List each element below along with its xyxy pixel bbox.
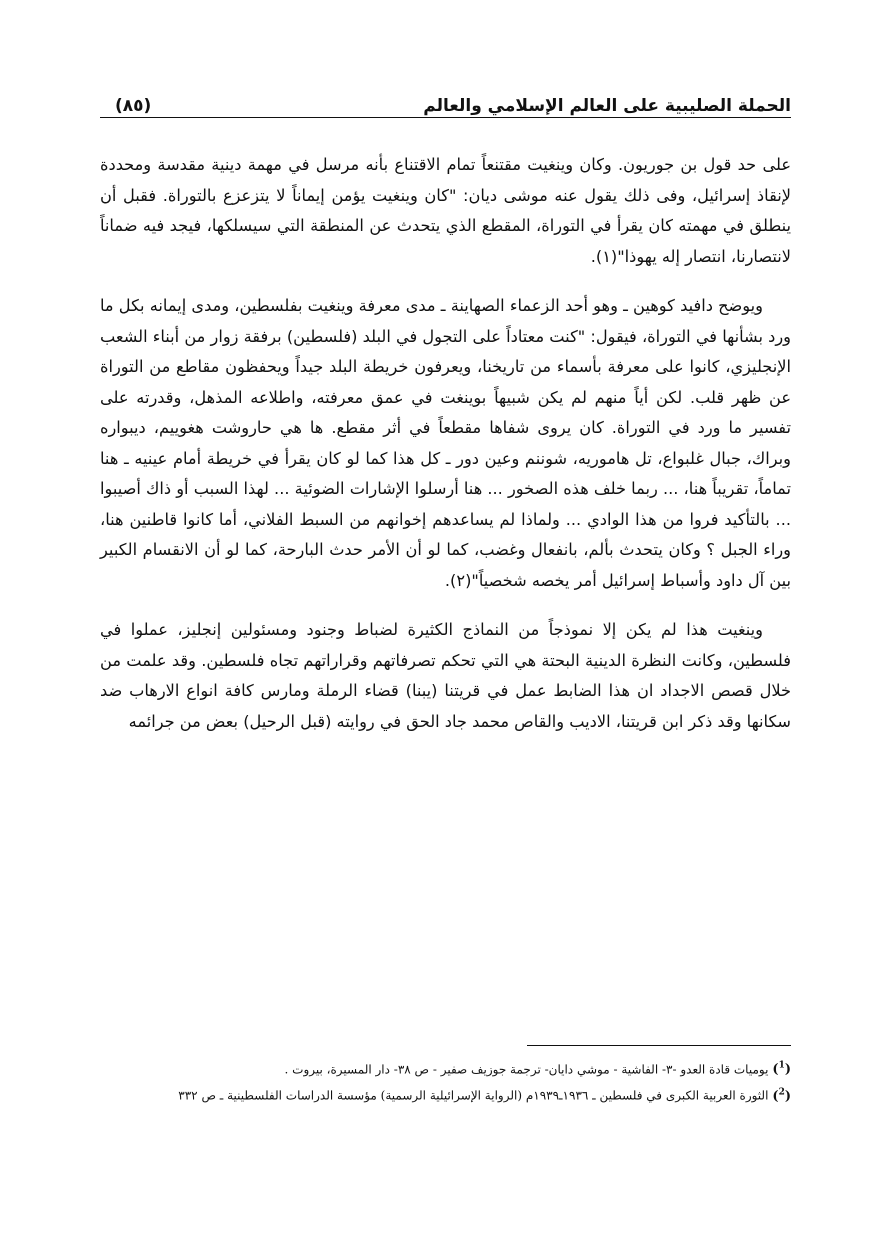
body-text [100,150,791,756]
footnote-1 [100,1055,791,1081]
paragraph-3: وينغيت هذا لم يكن إلا نموذجاً من النماذج الكثيرة لضباط وجنود ومسئولين إنجليز، عملوا في فلسطين، وكانت النظرة الدينية البحتة هي التي تحكم تصرفاتهم وقراراتهم تجاه فلسطين. وقد علمت من خلال قصص الاجداد ان هذا الضابط عمل في قريتنا (يبنا) قضاء الرملة ومارس كافة انواع الارهاب ضد سكانها وقد ذكر ابن قريتنا، الاديب والقاص محمد جاد الحق في روايته (قبل الرحيل) بعض من جرائمه [100,620,791,731]
running-header [113,88,791,116]
paragraph-2: ويوضح دافيد كوهين ـ وهو أحد الزعماء الصهاينة ـ مدى معرفة وينغيت بفلسطين، ومدى إيمانه بكل ما ورد بشأنها في التوراة، فيقول: "كنت معتاداً على التجول في البلد (فلسطين) برفقة زوار من أبناء الشعب الإنجليزي، كانوا على معرفة بأسماء من تاريخنا، ويعرفون خريطة البلد جيداً ويحفظون مقاطع من التوراة عن ظهر قلب. لكن أياً منهم لم يكن شبيهاً بوينغت في عمق معرفته، واطلاعه المذهل، وقدرته على تفسير ما ورد في التوراة. كان يروى شفاها مقطعاً في أثر مقطع. ها هي حاروشت هغوييم، ديبواره وبراك، جبال غلبواع، تل هاموريه، شوننم وعين دور ـ كل هذا كما لو كان يقرأ في خريطة أمام عينيه ـ هنا تماماً، تقريباً هنا، ... ربما خلف هذه الصخور ... هنا أرسلوا الإشارات الضوئية ... لهذا السبب أو ذاك أصيبوا ... بالتأكيد فروا من هذا الوادي ... ولماذا لم يساعدهم إخوانهم من السبط الفلاني، أما كانوا قاطنين هنا، وراء الجبل ؟ وكان يتحدث بألم، بانفعال وغضب، كما لو أن الأمر حدث البارحة، كما لو أن الانقسام الكبير بين آل داود وأسباط إسرائيل أمر يخصه شخصياً"(٢). [100,296,791,590]
header-divider [100,117,791,118]
footnote-text: الثورة العربية الكبرى في فلسطين ـ ١٩٣٦ـ١٩٣٩م (الرواية الإسرائيلية الرسمية) مؤسسة الدراسات الفلسطينية ـ ص ٣٣٢ [178,1088,769,1103]
footnotes [100,1055,791,1108]
footnote-divider [527,1045,791,1046]
paragraph-1: على حد قول بن جوريون. وكان وينغيت مقتنعاً تمام الاقتناع بأنه مرسل في مهمة دينية مقدسة ومحددة لإنقاذ إسرائيل، وفى ذلك يقول عنه موشى ديان: "كان وينغيت يؤمن إيماناً لا يتزعزع بالتوراة. فقبل أن ينطلق في مهمته كان يقرأ في التوراة، المقطع الذي يتحدث عن المنطقة التي سيسلكها، فيجد فيه ضماناً لانتصارنا، انتصار إله يهوذا"(١). [100,155,791,266]
footnote-marker: ($^1$) [772,1061,791,1078]
page-number: (٨٥) [115,96,152,116]
footnote-2 [100,1081,791,1107]
footnote-marker: ($^2$) [772,1087,791,1104]
running-header-title: الحملة الصليبية على العالم الإسلامي والعالم [423,96,791,116]
footnote-text: يوميات قادة العدو -٣- الفاشية - موشي دايان- ترجمة جوزيف صفير - ص ٣٨- دار المسيرة، بيروت . [284,1062,769,1077]
